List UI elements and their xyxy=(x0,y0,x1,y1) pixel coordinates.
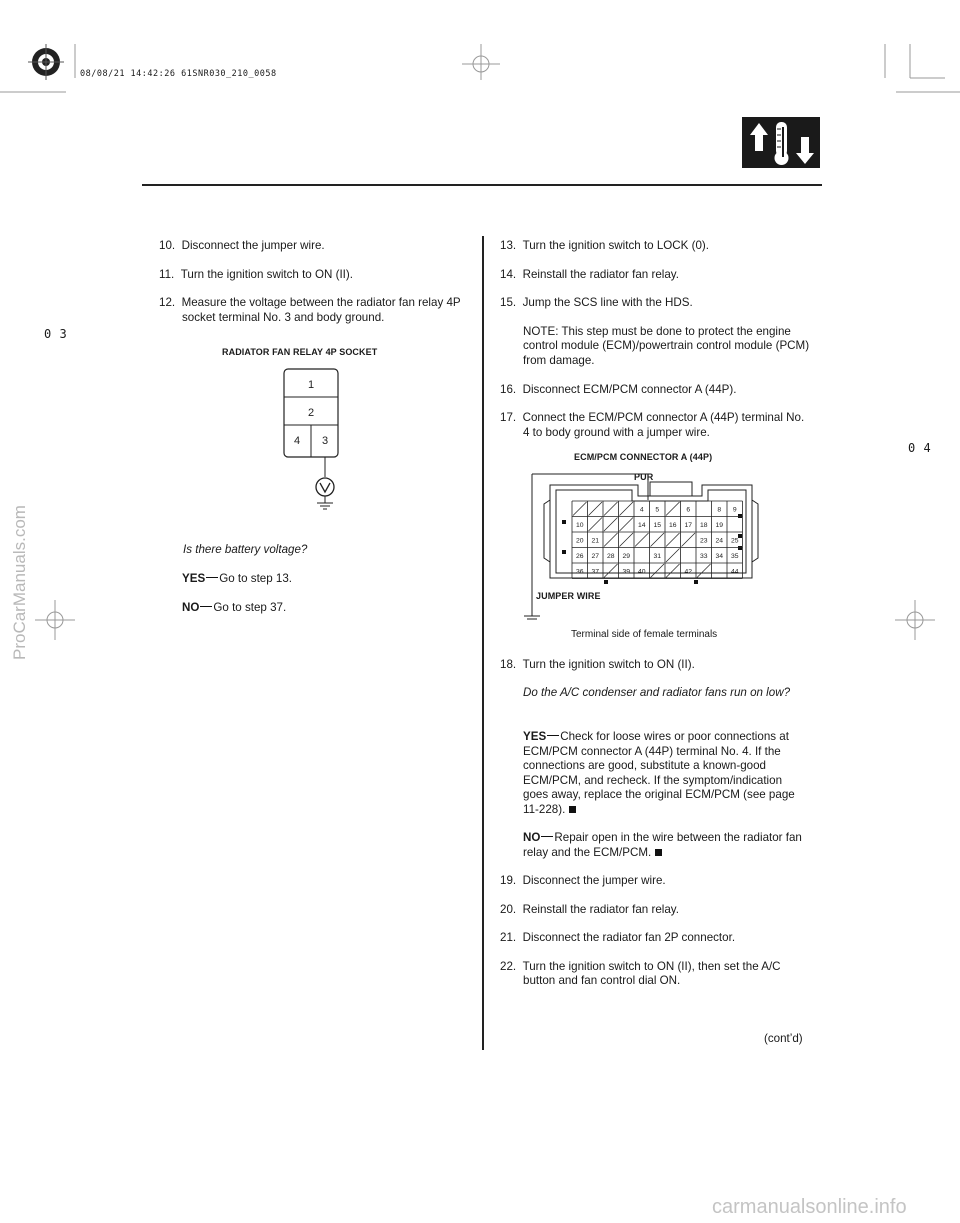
registration-target-icon xyxy=(28,44,64,80)
left-yes xyxy=(182,572,292,587)
cooling-temperature-icon xyxy=(742,117,820,168)
step-14: 14. Reinstall the radiator fan relay. xyxy=(500,267,679,281)
step-21: 21. Disconnect the radiator fan 2P connector. xyxy=(500,931,736,945)
no-label: NO xyxy=(182,601,200,614)
connector-terminal: 18 xyxy=(699,521,708,529)
connector-terminal: 29 xyxy=(622,552,631,560)
yes-text: Go to step 13. xyxy=(219,572,293,585)
right-steps-a xyxy=(500,239,810,440)
relay-socket-title: RADIATOR FAN RELAY 4P SOCKET xyxy=(222,347,378,357)
no-label: NO xyxy=(523,831,541,844)
wire-color-label: PUR xyxy=(634,472,654,482)
connector-terminal: 25 xyxy=(730,537,739,545)
right-question: Do the A/C condenser and radiator fans run on low? xyxy=(523,686,791,699)
jumper-wire-label: JUMPER WIRE xyxy=(536,591,601,601)
connector-terminal: 21 xyxy=(591,537,600,545)
margin-mark-bottom: 0 4 xyxy=(908,441,932,455)
connector-terminal: 24 xyxy=(715,537,724,545)
right-steps-c xyxy=(500,874,810,989)
step-12: 12. Measure the voltage between the radiator fan relay 4P socket terminal No. 3 and body ground. xyxy=(159,296,461,324)
connector-terminal: 37 xyxy=(591,568,600,576)
terminal-3: 3 xyxy=(321,435,329,447)
connector-terminal: 10 xyxy=(575,521,584,529)
step-17: 17. Connect the ECM/PCM connector A (44P) terminal No. 4 to body ground with a jumper wire. xyxy=(500,411,805,439)
connector-terminal: 26 xyxy=(575,552,584,560)
step-11: 11. Turn the ignition switch to ON (II). xyxy=(159,267,353,281)
scs-note: NOTE: This step must be done to protect the engine control module (ECM)/powertrain control module (PCM) from damage. xyxy=(523,324,810,367)
right-no xyxy=(523,831,808,860)
step-13: 13. Turn the ignition switch to LOCK (0). xyxy=(500,239,710,252)
end-mark-icon xyxy=(655,849,662,856)
left-steps xyxy=(159,239,471,325)
relay-socket-diagram xyxy=(275,365,365,515)
left-question: Is there battery voltage? xyxy=(183,543,308,556)
connector-terminal: 28 xyxy=(606,552,615,560)
connector-terminal: 27 xyxy=(591,552,600,560)
no-text: Go to step 37. xyxy=(213,601,287,614)
terminal-4: 4 xyxy=(293,435,301,447)
ecm-connector-title: ECM/PCM CONNECTOR A (44P) xyxy=(574,452,713,462)
connector-terminal: 8 xyxy=(717,506,722,514)
terminal-grid xyxy=(572,501,743,579)
connector-terminal: 9 xyxy=(732,506,737,514)
yes-label: YES xyxy=(182,572,206,585)
right-yes xyxy=(523,730,808,818)
connector-terminal: 40 xyxy=(637,568,646,576)
margin-mark-top: 0 3 xyxy=(44,327,68,341)
connector-terminal: 6 xyxy=(686,506,691,514)
connector-terminal: 23 xyxy=(699,537,708,545)
connector-terminal: 20 xyxy=(575,537,584,545)
connector-terminal: 17 xyxy=(684,521,693,529)
connector-terminal: 33 xyxy=(699,552,708,560)
connector-terminal: 31 xyxy=(653,552,662,560)
connector-terminal: 5 xyxy=(655,506,660,514)
ecm-connector-diagram xyxy=(520,470,770,620)
terminal-2: 2 xyxy=(307,407,315,419)
connector-terminal: 39 xyxy=(622,568,631,576)
step-16: 16. Disconnect ECM/PCM connector A (44P). xyxy=(500,382,737,396)
site-watermark-left: ProCarManuals.com xyxy=(10,505,29,660)
step-15: 15. Jump the SCS line with the HDS. xyxy=(500,296,693,310)
continued-label: (cont’d) xyxy=(764,1032,803,1045)
yes-text: Check for loose wires or poor connections at ECM/PCM connector A (44P) terminal No. 4. If the connections are good, substitute a known-good ECM/PCM, and recheck. If the symptom/indication goes away, replace the original ECM/PCM (see page 11-228). xyxy=(523,730,795,816)
connector-terminal: 36 xyxy=(575,568,584,576)
step-22: 22. Turn the ignition switch to ON (II), then set the A/C button and fan control dial ON. xyxy=(500,959,781,988)
site-watermark-bottom: carmanualsonline.info xyxy=(712,1196,907,1218)
end-mark-icon xyxy=(569,806,576,813)
no-text: Repair open in the wire between the radiator fan relay and the ECM/PCM. xyxy=(523,831,802,859)
connector-terminal: 34 xyxy=(715,552,724,560)
left-no xyxy=(182,601,286,616)
connector-terminal: 15 xyxy=(653,521,662,529)
terminal-1: 1 xyxy=(307,379,315,391)
connector-terminal: 35 xyxy=(730,552,739,560)
yes-label: YES xyxy=(523,730,547,743)
connector-terminal: 19 xyxy=(715,521,724,529)
print-timestamp: 08/08/21 14:42:26 61SNR030_210_0058 xyxy=(80,69,277,79)
header-rule xyxy=(142,184,822,186)
step-19: 19. Disconnect the jumper wire. xyxy=(500,874,666,887)
step-18: 18. Turn the ignition switch to ON (II). xyxy=(500,658,695,671)
column-divider xyxy=(482,236,484,1050)
connector-terminal: 16 xyxy=(668,521,677,529)
connector-terminal: 14 xyxy=(637,521,646,529)
connector-caption: Terminal side of female terminals xyxy=(571,629,718,640)
connector-terminal: 42 xyxy=(684,568,693,576)
step-20: 20. Reinstall the radiator fan relay. xyxy=(500,902,679,916)
connector-terminal: 44 xyxy=(730,568,739,576)
connector-terminal: 4 xyxy=(639,506,644,514)
step-10: 10. Disconnect the jumper wire. xyxy=(159,239,325,252)
